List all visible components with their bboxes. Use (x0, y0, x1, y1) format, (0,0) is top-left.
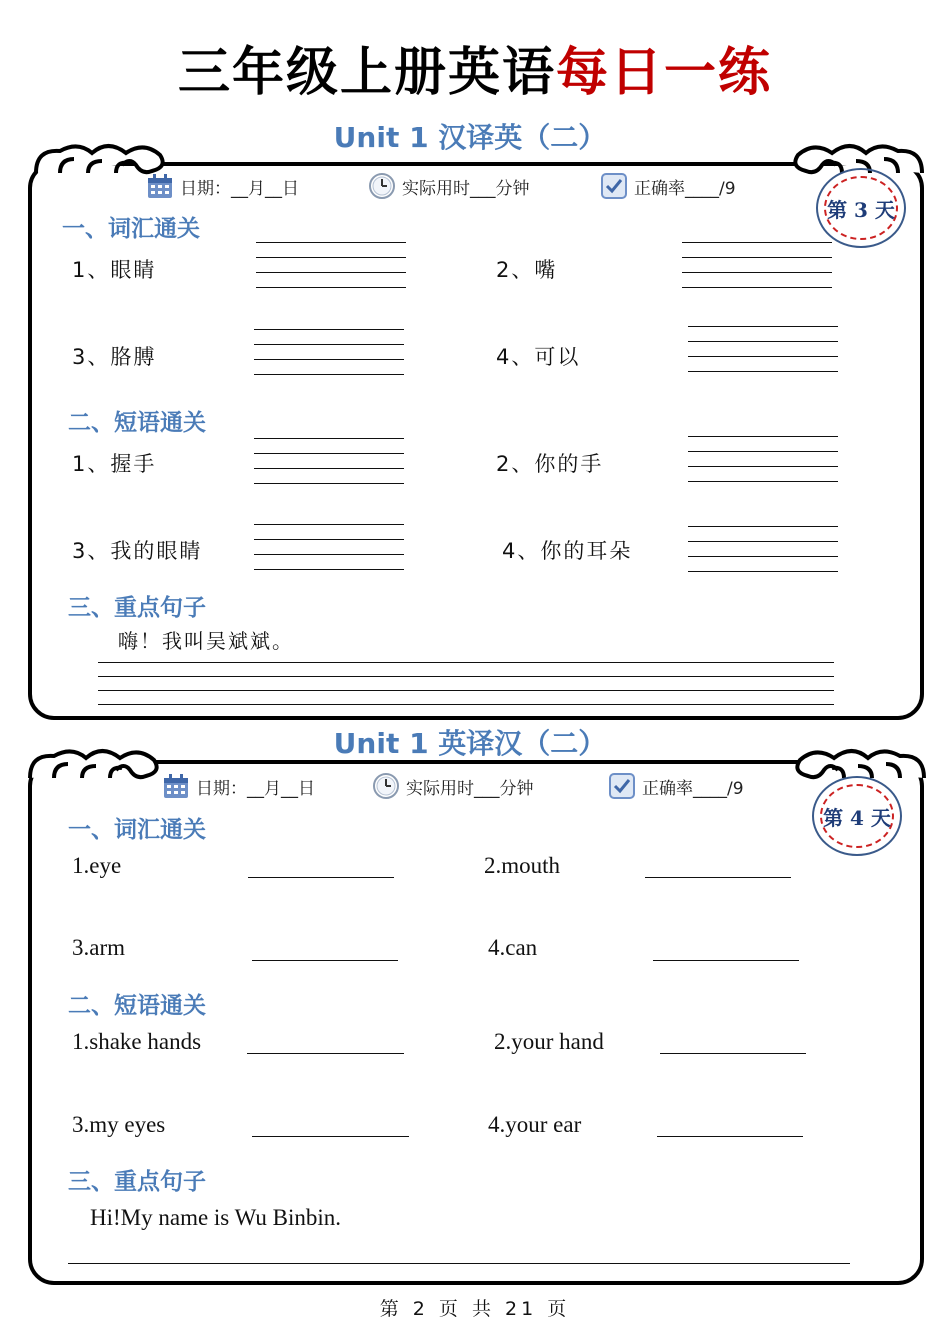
day4-date (162, 772, 315, 800)
day4-badge-text: 第 4 天 (823, 806, 891, 830)
clock-icon (372, 772, 400, 800)
day4-vocab-item-3: 3.arm (72, 935, 126, 960)
page-footer: 第 2 页 共 21 页 (379, 1298, 571, 1320)
day4-vocab-answer-4[interactable] (653, 960, 799, 961)
day4-vocab-heading: 一、词汇通关 (68, 817, 206, 843)
checkbox-icon (608, 772, 636, 800)
day4-vocab-answer-3[interactable] (252, 960, 398, 961)
day3-sentence: 嗨！我叫吴斌斌。 (118, 629, 294, 653)
day3-sentence-answer[interactable] (98, 662, 834, 708)
day3-phrase-heading: 二、短语通关 (68, 410, 206, 436)
day4-phrase-answer-3[interactable] (252, 1136, 409, 1137)
day3-phrase-item-4: 4、你的耳朵 (502, 539, 633, 563)
day4-vocab-answer-2[interactable] (645, 877, 791, 878)
day3-badge (816, 168, 906, 248)
day3-vocab-answer-4[interactable] (688, 326, 838, 374)
day4-vocab-answer-1[interactable] (248, 877, 394, 878)
day4-sentence: Hi!My name is Wu Binbin. (90, 1205, 342, 1230)
day3-phrase-item-1: 1、握手 (72, 452, 157, 476)
day4-time (372, 772, 534, 800)
day3-vocab-item-3: 3、胳膊 (72, 345, 157, 369)
page-title-black: 三年级上册英语 (177, 43, 556, 103)
day4-phrase-heading: 二、短语通关 (68, 993, 206, 1019)
day4-vocab-item-2: 2.mouth (484, 853, 561, 878)
day4-badge (812, 776, 902, 856)
day4-phrase-item-2: 2.your hand (494, 1029, 604, 1054)
day3-phrase-answer-1[interactable] (254, 438, 404, 486)
day3-vocab-heading: 一、词汇通关 (62, 216, 200, 242)
day3-badge-text: 第 3 天 (827, 198, 895, 222)
clock-icon (368, 172, 396, 200)
day4-section-title: Unit 1 英译汉（二） (333, 727, 607, 760)
day3-phrase-answer-3[interactable] (254, 524, 404, 572)
day4-phrase-item-4: 4.your ear (488, 1112, 582, 1137)
day3-accuracy (600, 172, 736, 200)
page-title (0, 30, 950, 105)
day4-phrase-answer-1[interactable] (247, 1053, 404, 1054)
day3-section-title: Unit 1 汉译英（二） (333, 121, 607, 154)
time-label: 实际用时___分钟 (406, 778, 534, 799)
day4-vocab-item-1: 1.eye (72, 853, 122, 878)
page-title-red: 每日一练 (556, 43, 773, 103)
day3-phrase-answer-4[interactable] (688, 526, 838, 574)
day3-sentence-heading: 三、重点句子 (68, 595, 206, 621)
date-label: 日期：__月__日 (196, 778, 315, 799)
day3-vocab-answer-3[interactable] (254, 329, 404, 377)
time-label: 实际用时___分钟 (402, 178, 530, 199)
day3-vocab-answer-1[interactable] (256, 242, 406, 290)
day3-time (368, 172, 530, 200)
day4-accuracy (608, 772, 744, 800)
day4-phrase-item-3: 3.my eyes (72, 1112, 166, 1137)
day4-phrase-answer-4[interactable] (657, 1136, 803, 1137)
day3-vocab-item-2: 2、嘴 (496, 258, 558, 282)
day3-vocab-item-1: 1、眼睛 (72, 258, 157, 282)
day3-phrase-answer-2[interactable] (688, 436, 838, 484)
day4-phrase-item-1: 1.shake hands (72, 1029, 202, 1054)
accuracy-label: 正确率____/9 (642, 778, 744, 799)
day3-phrase-item-3: 3、我的眼睛 (72, 539, 203, 563)
calendar-icon (146, 172, 174, 200)
accuracy-label: 正确率____/9 (634, 178, 736, 199)
date-label: 日期：__月__日 (180, 178, 299, 199)
day4-sentence-answer[interactable] (68, 1263, 850, 1264)
calendar-icon (162, 772, 190, 800)
day3-vocab-answer-2[interactable] (682, 242, 832, 290)
day4-sentence-heading: 三、重点句子 (68, 1169, 206, 1195)
day3-phrase-item-2: 2、你的手 (496, 452, 604, 476)
day4-vocab-item-4: 4.can (488, 935, 538, 960)
day3-date (146, 172, 299, 200)
day4-phrase-answer-2[interactable] (660, 1053, 806, 1054)
scroll-left-decoration-icon (24, 738, 164, 783)
checkbox-icon (600, 172, 628, 200)
day3-vocab-item-4: 4、可以 (496, 345, 581, 369)
